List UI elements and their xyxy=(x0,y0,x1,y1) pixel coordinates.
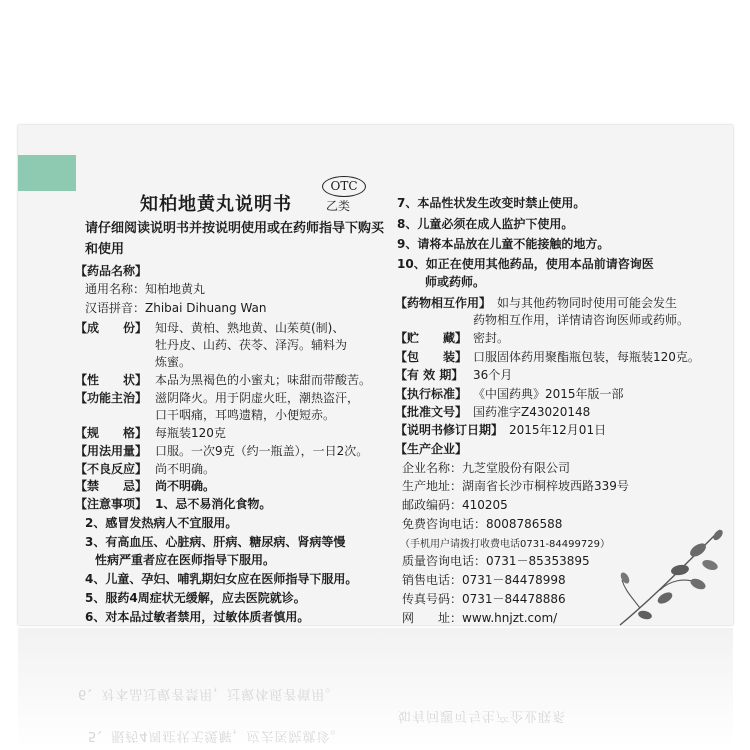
note-item: 3、有高血压、心脏病、肝病、糖尿病、肾病等慢 xyxy=(85,535,346,549)
indications-label: 【功能主治】 xyxy=(75,391,148,405)
validity-label: 【有 效 期】 xyxy=(395,368,464,382)
usage-text: 口服。一次9克（约一瓶盖），一日2次。 xyxy=(155,444,369,458)
green-tab xyxy=(18,155,76,191)
mobile-note: （手机用户请拨打收费电话0731-84499729） xyxy=(400,539,610,550)
usage-label: 【用法用量】 xyxy=(75,444,148,458)
company-name: 企业名称：九芝堂股份有限公司 xyxy=(402,461,571,475)
fax-number: 传真号码：0731－84478886 xyxy=(402,592,566,606)
otc-badge: OTC xyxy=(322,176,366,197)
reflection-text: 6、对本品过敏者禁用，过敏体质者慎用。 xyxy=(78,686,340,701)
adverse-label: 【不良反应】 xyxy=(75,462,148,476)
validity-text: 36个月 xyxy=(473,368,513,382)
hotline: 免费咨询电话：8008786588 xyxy=(402,517,563,531)
package-text: 口服固体药用聚酯瓶包装，每瓶装120克。 xyxy=(473,350,700,364)
note-item: 师或药师。 xyxy=(425,275,486,289)
note-item: 性病严重者应在医师指导下服用。 xyxy=(95,553,276,567)
appearance-text: 本品为黑褐色的小蜜丸；味甜而带酸苦。 xyxy=(155,373,372,387)
note-item: 6、对本品过敏者禁用，过敏体质者慎用。 xyxy=(85,610,310,624)
adverse-text: 尚不明确。 xyxy=(155,462,216,476)
ingredients-line3: 炼蜜。 xyxy=(155,355,192,369)
note-item: 7、本品性状发生改变时禁止使用。 xyxy=(397,196,586,210)
appearance-label: 【性 状】 xyxy=(75,373,148,387)
standard-text: 《中国药典》2015年版一部 xyxy=(473,387,624,401)
ingredients-label: 【成 份】 xyxy=(75,321,148,335)
reflection-text: 5、服药4周症状无缓解，应去医院就诊。 xyxy=(88,728,345,743)
pinyin-name: 汉语拼音：Zhibai Dihuang Wan xyxy=(85,301,267,315)
contra-text: 尚不明确。 xyxy=(155,479,216,493)
note-item: 2、感冒发热病人不宜服用。 xyxy=(85,516,238,530)
otc-class: 乙类 xyxy=(326,199,351,213)
indications-line2: 口干咽痛，耳鸣遗精，小便短赤。 xyxy=(155,408,336,422)
interaction-label: 【药物相互作用】 xyxy=(395,296,492,310)
ingredients-line2: 牡丹皮、山药、茯苓、泽泻。辅料为 xyxy=(155,338,348,352)
intro-text: 请仔细阅读说明书并按说明使用或在药师指导下购买和使用 xyxy=(85,221,385,257)
approval-text: 国药准字Z43020148 xyxy=(473,405,591,419)
storage-text: 密封。 xyxy=(473,331,510,345)
note-item: 9、请将本品放在儿童不能接触的地方。 xyxy=(397,237,610,251)
company-address: 生产地址：湖南省长沙市桐梓坡西路339号 xyxy=(402,479,629,493)
standard-label: 【执行标准】 xyxy=(395,387,468,401)
interaction-line2: 药物相互作用，详情请咨询医师或药师。 xyxy=(473,313,690,327)
notes-label: 【注意事项】 xyxy=(75,497,148,511)
indications-line1: 滋阴降火。用于阴虚火旺，潮热盗汗， xyxy=(155,391,360,405)
approval-label: 【批准文号】 xyxy=(395,405,468,419)
note-item: 5、服药4周症状无缓解，应去医院就诊。 xyxy=(85,591,306,605)
revision-text: 2015年12月01日 xyxy=(509,423,607,437)
reflection-text: 如有问题可与生产企业联系 xyxy=(398,708,567,723)
note-item: 8、儿童必须在成人监护下使用。 xyxy=(397,217,574,231)
website: 网 址：www.hnjzt.com/ xyxy=(402,611,558,625)
interaction-line1: 如与其他药物同时使用可能会发生 xyxy=(497,296,678,310)
ingredients-line1: 知母、黄柏、熟地黄、山茱萸(制)、 xyxy=(155,321,345,335)
package-label: 【包 装】 xyxy=(395,350,468,364)
generic-name: 通用名称：知柏地黄丸 xyxy=(85,282,206,296)
revision-label: 【说明书修订日期】 xyxy=(395,423,504,437)
spec-label: 【规 格】 xyxy=(75,426,148,440)
document-title: 知柏地黄丸说明书 xyxy=(140,194,292,215)
company-postcode: 邮政编码：410205 xyxy=(402,498,508,512)
plant-illustration xyxy=(610,520,730,630)
quality-phone: 质量咨询电话：0731－85353895 xyxy=(402,554,590,568)
note-item: 4、儿童、孕妇、哺乳期妇女应在医师指导下服用。 xyxy=(85,572,358,586)
sales-phone: 销售电话：0731－84478998 xyxy=(402,573,566,587)
manufacturer-label: 【生产企业】 xyxy=(395,442,468,456)
note-item: 10、如正在使用其他药品，使用本品前请咨询医 xyxy=(397,257,654,271)
sheet-reflection xyxy=(18,628,733,750)
contra-label: 【禁 忌】 xyxy=(75,479,148,493)
note-item: 1、忌不易消化食物。 xyxy=(155,497,272,511)
spec-text: 每瓶装120克 xyxy=(155,426,226,440)
storage-label: 【贮 藏】 xyxy=(395,331,468,345)
drug-name-header: 【药品名称】 xyxy=(75,264,148,278)
